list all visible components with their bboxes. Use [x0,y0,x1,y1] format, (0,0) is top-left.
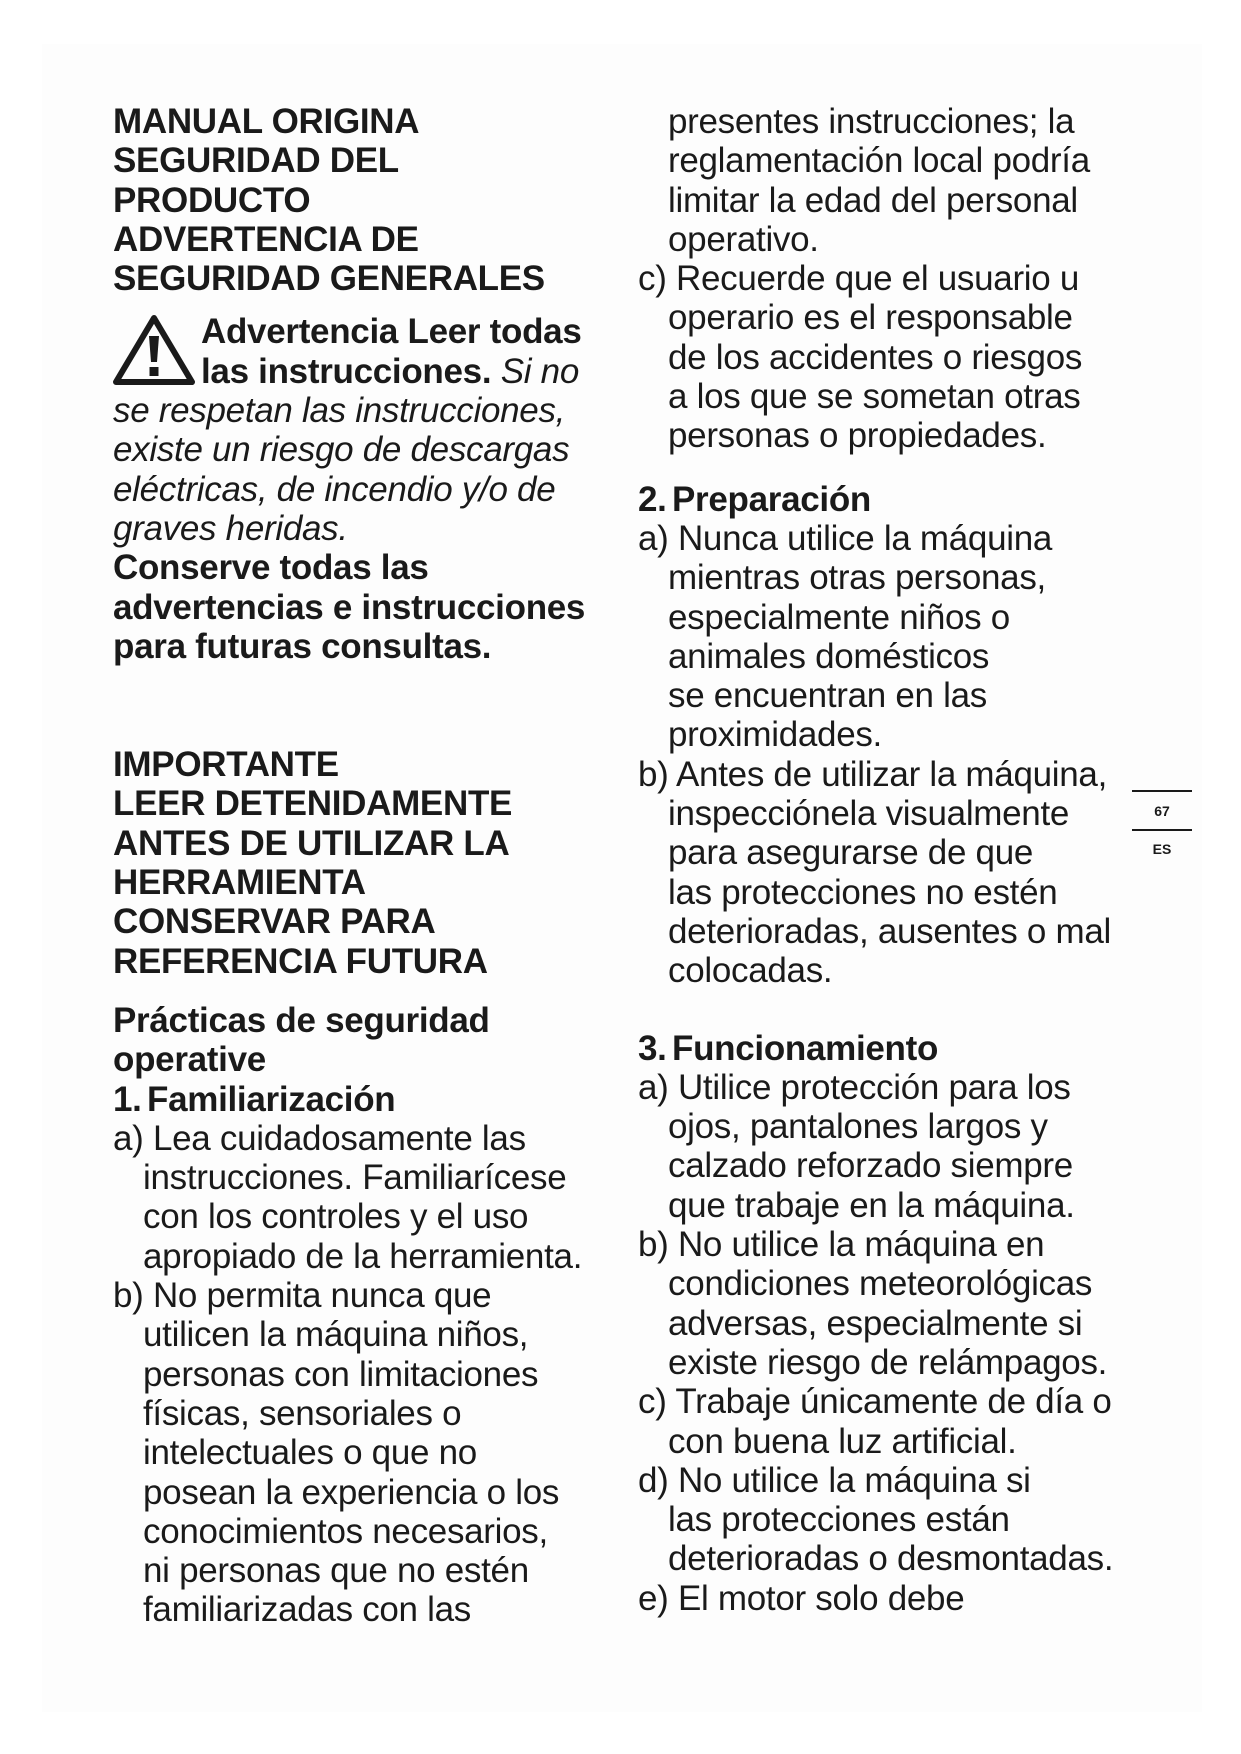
section-title-text: Preparación [672,479,872,519]
item-first-line: a) Nunca utilice la máquina [638,518,1053,558]
warning-italic-line: existe un riesgo de descargas [113,430,570,470]
item-line: las protecciones no estén [668,872,1058,912]
keep-line: advertencias e instrucciones [113,587,586,627]
item-line: de los accidentes o riesgos [668,337,1083,377]
important-line: CONSERVAR PARA [113,902,436,942]
item-line: animales domésticos [668,636,990,676]
section-number: 1. [113,1079,142,1119]
item-line: personas o propiedades. [668,416,1047,456]
item-line: ojos, pantalones largos y [668,1107,1048,1147]
section-1-item-b [113,1276,603,1630]
item-first-line: a) Utilice protección para los [638,1067,1071,1107]
warning-italic-line: se respetan las instrucciones, [113,391,566,431]
page-number: 67 [1154,803,1170,819]
item-line: físicas, sensoriales o [143,1393,462,1433]
item-line: limitar la edad del personal [668,180,1078,220]
item-line: proximidades. [668,715,882,755]
item-line: especialmente niños o [668,597,1010,637]
item-first-line: c) Trabaje únicamente de día o [638,1382,1112,1422]
important-line: ANTES DE UTILIZAR LA [113,823,510,863]
item-line: posean la experiencia o los [143,1472,560,1512]
item-line: reglamentación local podría [668,141,1090,181]
item-line: con los controles y el uso [143,1197,529,1237]
important-line: HERRAMIENTA [113,863,366,903]
item-line: a los que se sometan otras [668,377,1081,417]
item-line: colocadas. [668,951,833,991]
item-line: las protecciones están [668,1500,1010,1540]
important-heading [113,745,603,981]
heading-line: SEGURIDAD DEL [113,141,399,181]
page-tab [1132,790,1192,867]
section-title-text: Funcionamiento [672,1028,939,1068]
section-number: 3. [638,1028,667,1068]
item-line: con buena luz artificial. [668,1421,1017,1461]
warning-italic-line: eléctricas, de incendio y/o de [113,469,556,509]
section-3-item-e [638,1579,1138,1618]
left-column [113,102,603,1630]
section-3-item-b [638,1225,1138,1382]
section-3-item-c [638,1382,1138,1461]
warning-italic-line: graves heridas. [113,508,348,548]
item-line: inspecciónela visualmente [668,794,1070,834]
item-line: adversas, especialmente si [668,1303,1083,1343]
important-line: IMPORTANTE [113,745,339,785]
keep-line: para futuras consultas. [113,626,492,666]
continued-text [638,102,1138,259]
section-title-text: Familiarización [147,1079,396,1119]
item-line: conocimientos necesarios, [143,1511,548,1551]
item-first-line: b) Antes de utilizar la máquina, [638,754,1108,794]
heading-line: MANUAL ORIGINA [113,102,420,141]
item-first-line: b) No utilice la máquina en [638,1225,1045,1265]
right-column [638,102,1138,1618]
section-2-item-a [638,519,1138,755]
section-3-title [638,1029,1138,1068]
section-1-item-c [638,259,1138,455]
item-line: existe riesgo de relámpagos. [668,1342,1108,1382]
item-line: instrucciones. Familiarícese [143,1158,567,1198]
item-line: familiarizadas con las [143,1590,471,1630]
important-line: REFERENCIA FUTURA [113,941,488,981]
item-line: presentes instrucciones; la [668,102,1075,141]
item-line: intelectuales o que no [143,1433,477,1473]
item-line: mientras otras personas, [668,558,1046,598]
section-number: 2. [638,479,667,519]
item-line: ni personas que no estén [143,1551,529,1591]
general-warning [113,312,603,666]
item-line: personas con limitaciones [143,1354,539,1394]
item-line: operario es el responsable [668,298,1073,338]
item-line: calzado reforzado siempre [668,1146,1073,1186]
item-line: se encuentran en las [668,676,987,716]
item-first-line: c) Recuerde que el usuario u [638,259,1080,299]
item-first-line: d) No utilice la máquina si [638,1460,1031,1500]
item-line: deterioradas o desmontadas. [668,1539,1114,1579]
keep-line: Conserve todas las [113,548,429,588]
heading-line: SEGURIDAD GENERALES [113,259,545,299]
item-line: condiciones meteorológicas [668,1264,1093,1304]
language-code: ES [1152,841,1172,857]
section-1-title [113,1080,603,1119]
warning-title: Advertencia Leer todas [201,312,582,352]
item-line: utilicen la máquina niños, [143,1315,529,1355]
section-3-item-a [638,1068,1138,1225]
item-line: operativo. [668,219,819,259]
item-line: deterioradas, ausentes o mal [668,911,1111,951]
warning-triangle-icon [113,314,195,386]
important-line: LEER DETENIDAMENTE [113,784,513,824]
item-line: para asegurarse de que [668,833,1034,873]
item-first-line: a) Lea cuidadosamente las [113,1118,526,1158]
warning-bold: las instrucciones. [201,351,492,391]
item-first-line: b) No permita nunca que [113,1276,492,1316]
practices-line: operative [113,1040,266,1080]
practices-heading [113,1001,603,1080]
section-2-title [638,480,1138,519]
warning-italic-start: Si no [500,351,579,391]
heading-line: ADVERTENCIA DE [113,219,419,259]
item-line: apropiado de la herramienta. [143,1236,583,1276]
item-line: que trabaje en la máquina. [668,1185,1075,1225]
practices-line: Prácticas de seguridad [113,1000,490,1040]
main-heading [113,102,603,298]
section-3-item-d [638,1461,1138,1579]
section-2-item-b [638,755,1138,991]
keep-instructions [113,548,603,666]
section-1-item-a [113,1119,603,1276]
item-first-line: e) El motor solo debe [638,1578,965,1618]
heading-line: PRODUCTO [113,180,311,220]
